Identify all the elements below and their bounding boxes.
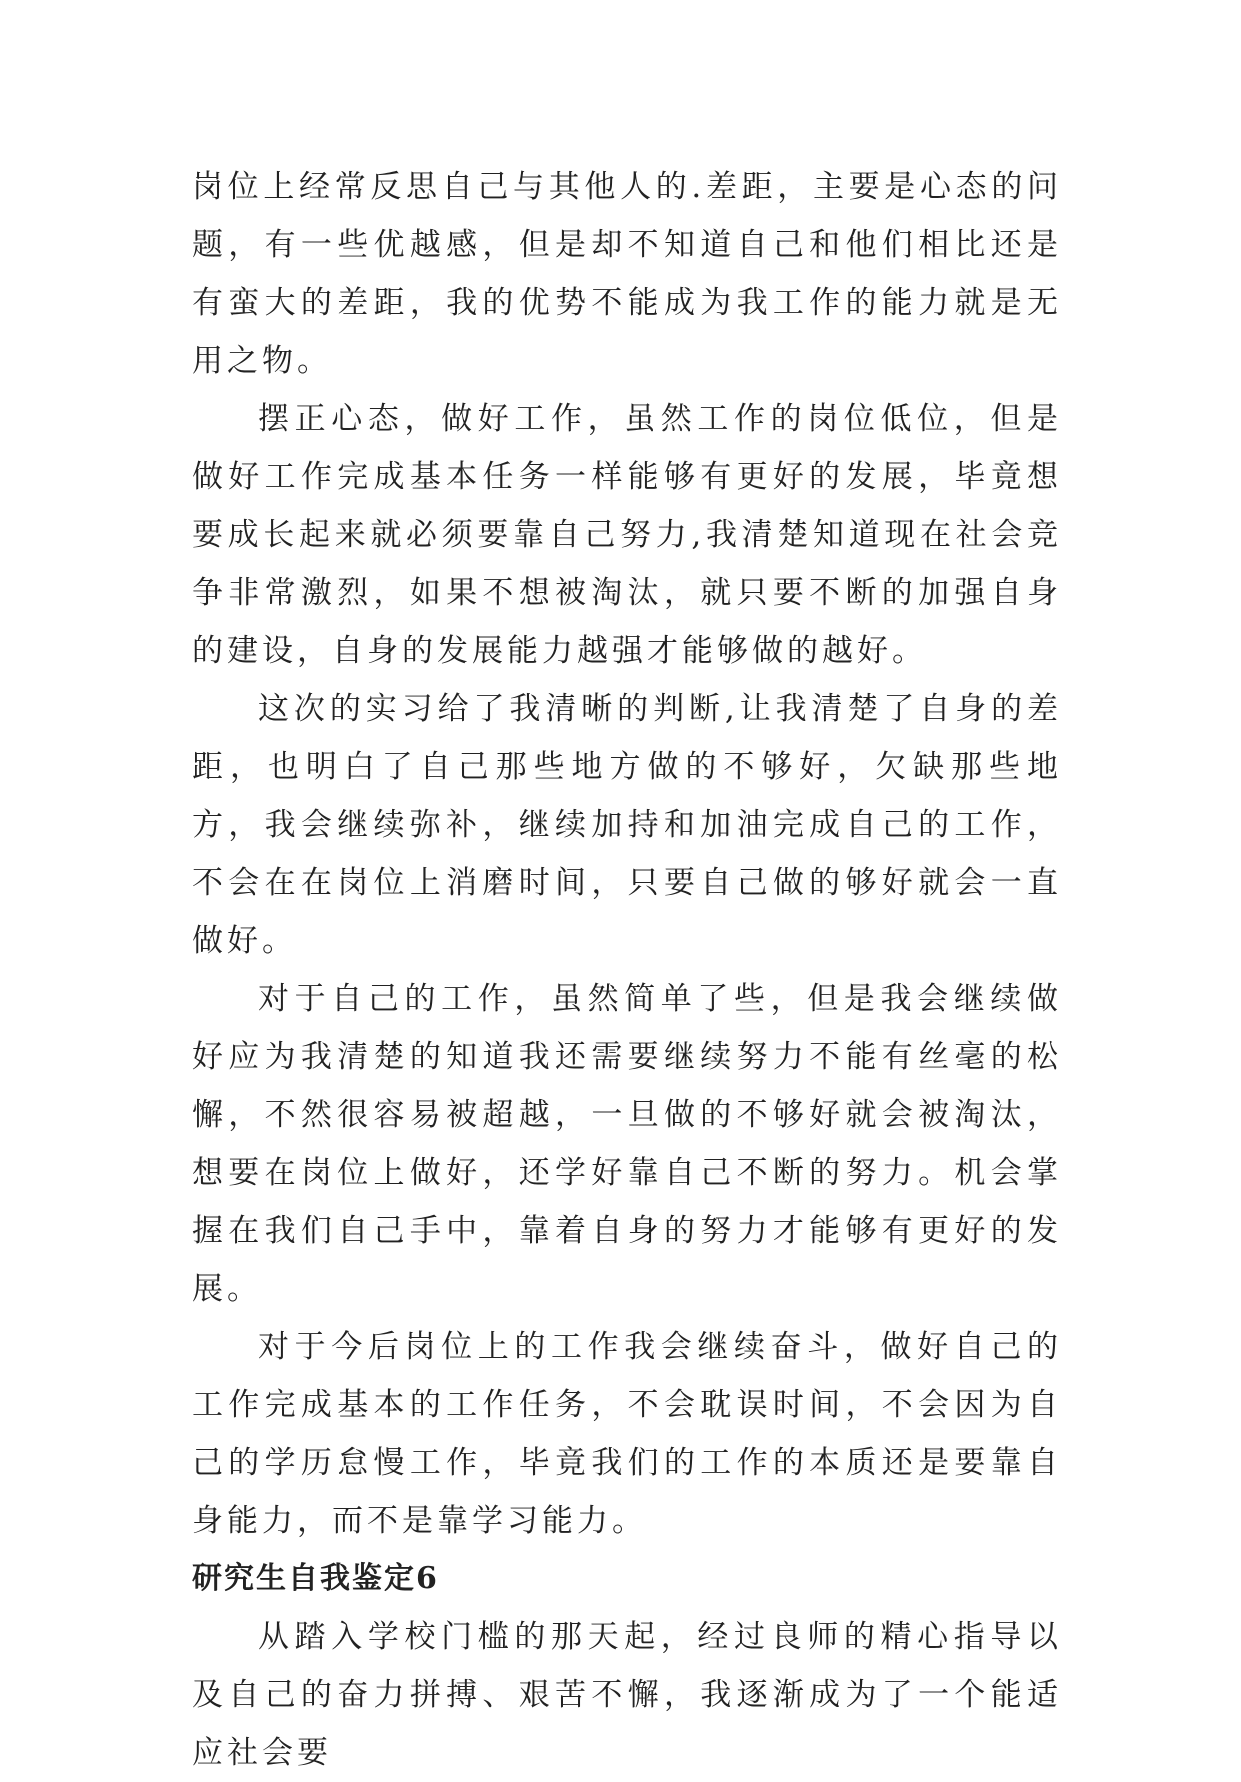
paragraph-future-work: 对于今后岗位上的工作我会继续奋斗，做好自己的工作完成基本的工作任务，不会耽误时间，不会因为自己的学历怠慢工作，毕竟我们的工作的本质还是要靠自身能力，而不是靠学习能力。 — [192, 1329, 1062, 1539]
paragraph-section-intro: 从踏入学校门槛的那天起，经过良师的精心指导以及自己的奋力拼搏、艰苦不懈，我逐渐成为了一个能适应社会要 — [192, 1619, 1062, 1771]
document-page — [192, 158, 1062, 1782]
paragraph-adjust-mindset: 摆正心态，做好工作，虽然工作的岗位低位，但是做好工作完成基本任务一样能够有更好的发展，毕竟想要成长起来就必须要靠自己努力,我清楚知道现在社会竞争非常激烈，如果不想被淘汰，就只要不断的加强自身的建设，自身的发展能力越强才能够做的越好。 — [192, 401, 1062, 669]
paragraph-continuation: 岗位上经常反思自己与其他人的.差距，主要是心态的问题，有一些优越感，但是却不知道自己和他们相比还是有蛮大的差距，我的优势不能成为我工作的能力就是无用之物。 — [192, 169, 1062, 379]
section-heading: 研究生自我鉴定6 — [192, 1561, 439, 1596]
paragraph-own-work: 对于自己的工作，虽然简单了些，但是我会继续做好应为我清楚的知道我还需要继续努力不能有丝毫的松懈，不然很容易被超越，一旦做的不够好就会被淘汰，想要在岗位上做好，还学好靠自己不断的努力。机会掌握在我们自己手中，靠着自身的努力才能够有更好的发展。 — [192, 981, 1062, 1307]
paragraph-internship: 这次的实习给了我清晰的判断,让我清楚了自身的差距，也明白了自己那些地方做的不够好，欠缺那些地方，我会继续弥补，继续加持和加油完成自己的工作，不会在在岗位上消磨时间，只要自己做的够好就会一直做好。 — [192, 691, 1062, 959]
